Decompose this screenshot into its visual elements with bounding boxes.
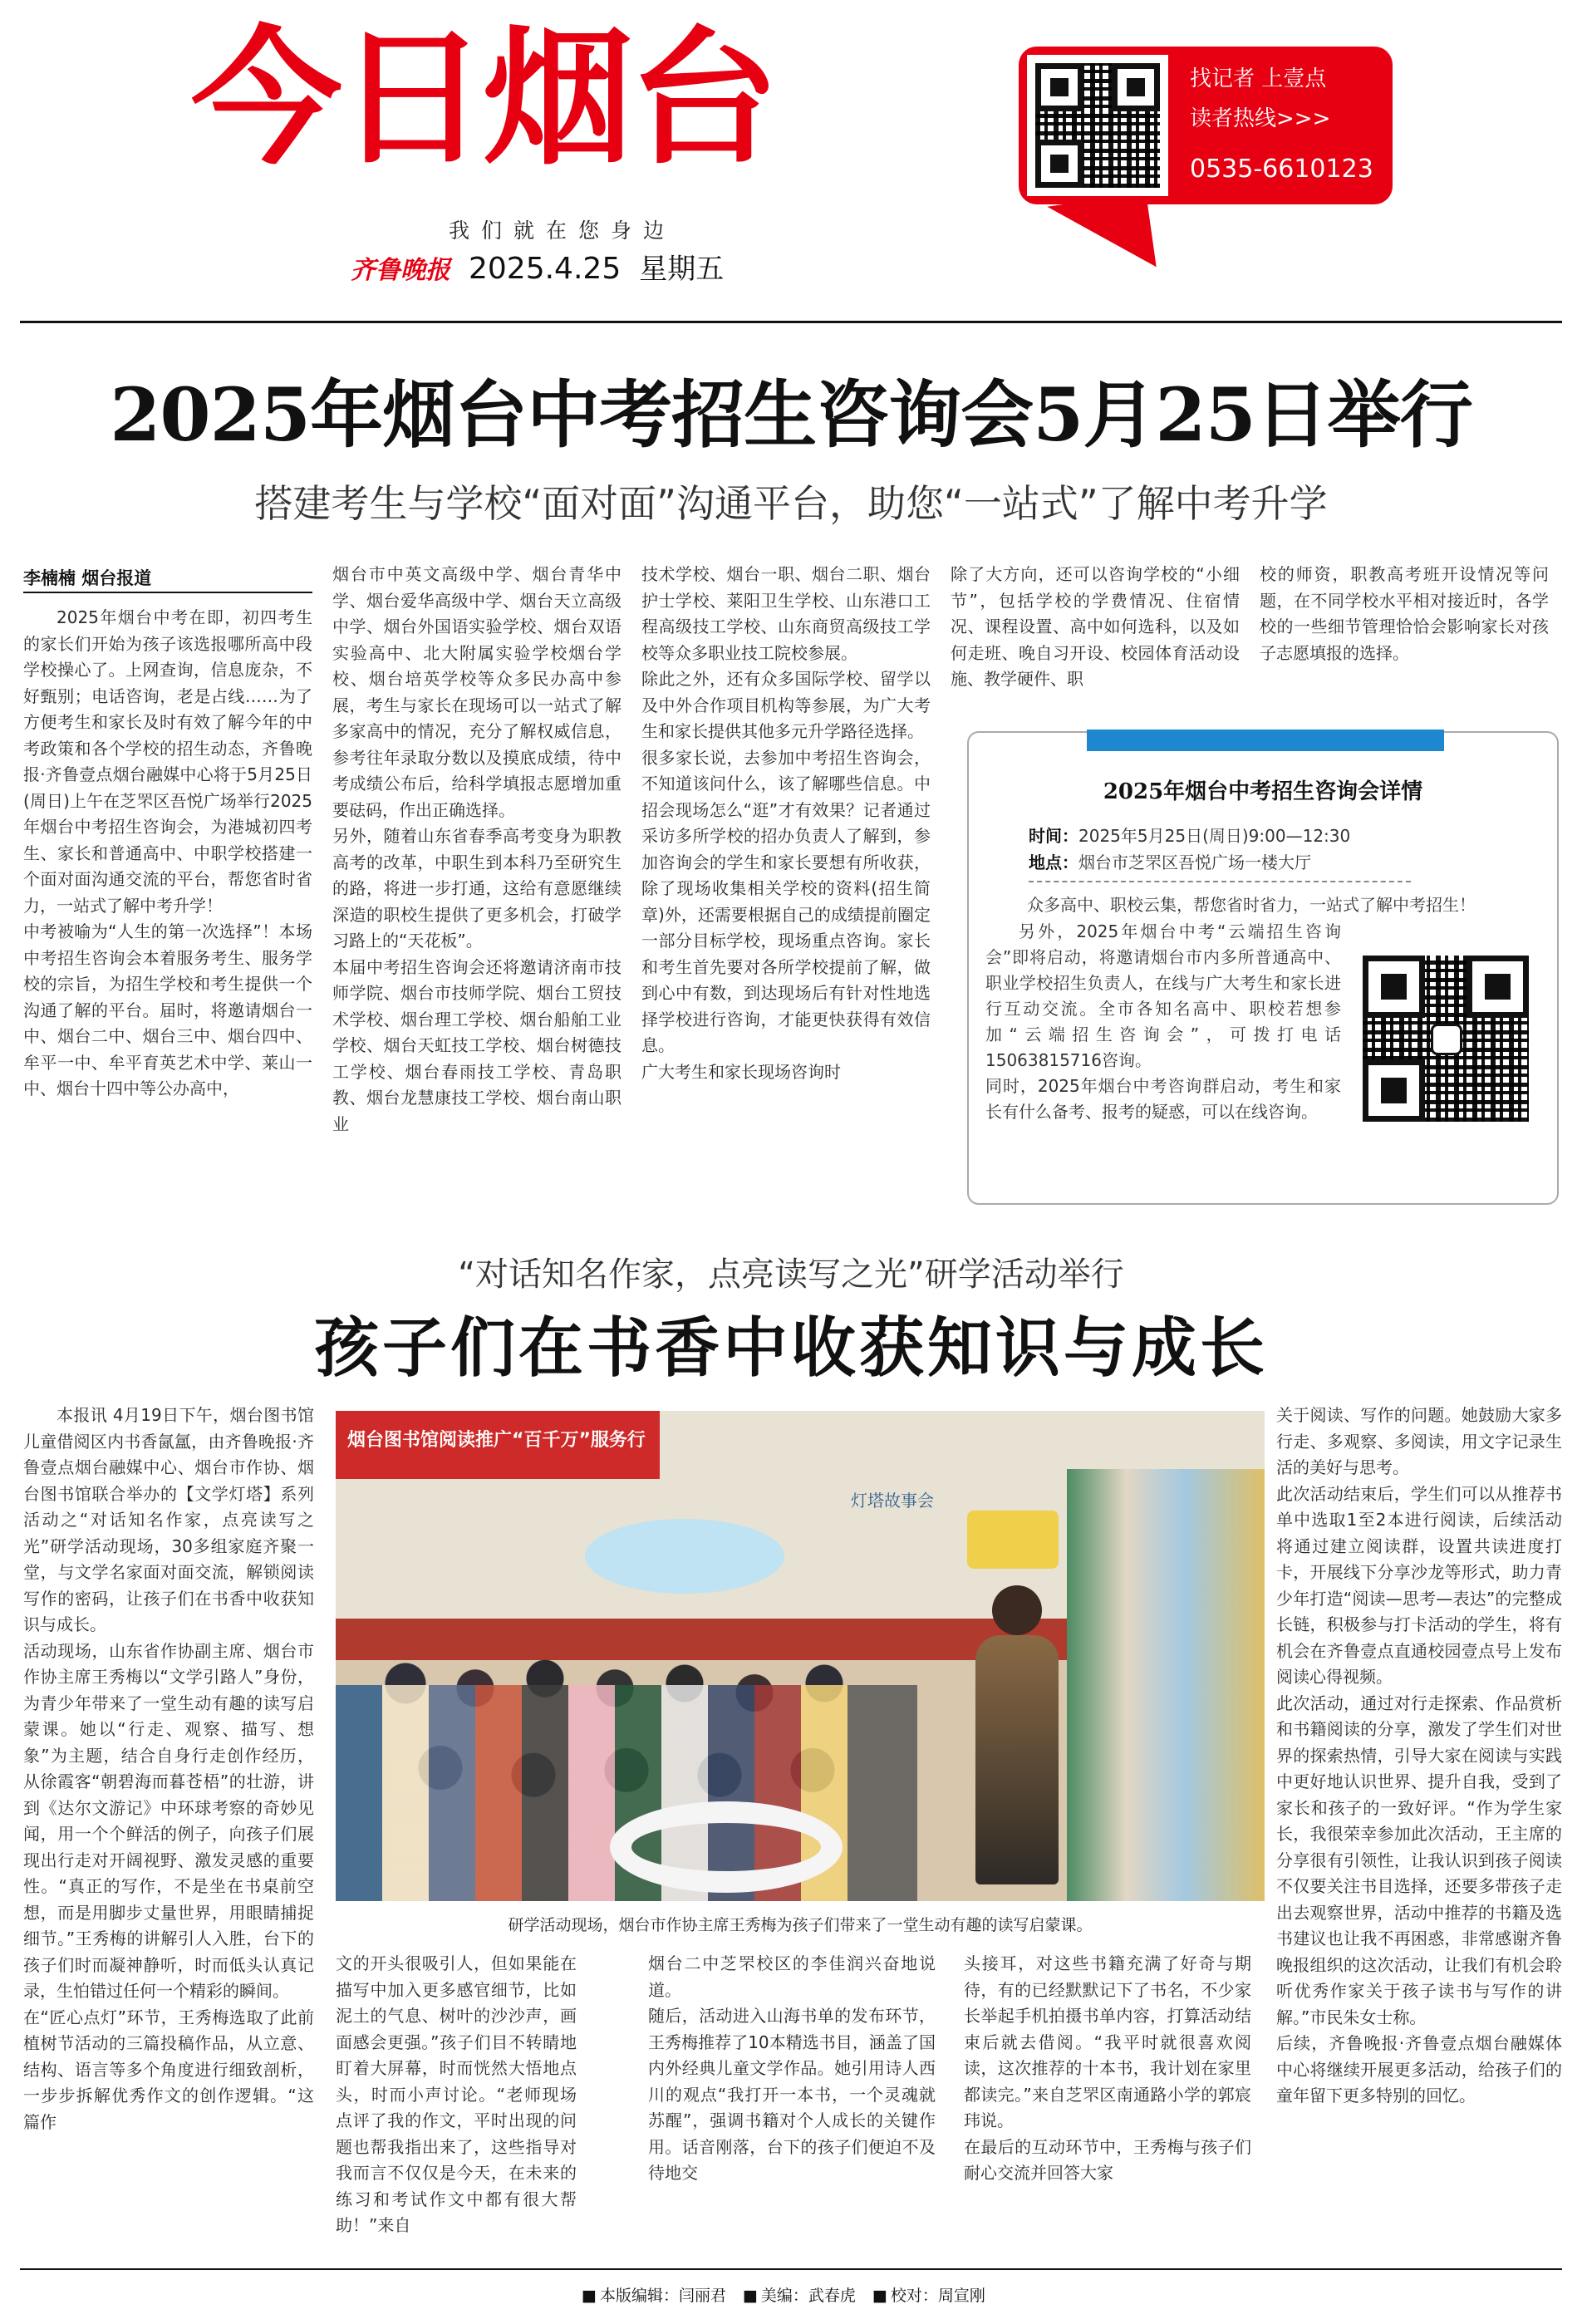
article2-col2-text: 文的开头很吸引人，但如果能在描写中加入更多感官细节，比如泥土的气息、树叶的沙沙声，画面感会更强。”孩子们目不转睛地盯着大屏幕，时而恍然大悟地点头，时而小声讨论。“老师现场点评了我的作文，平时出现的问题也帮我指出来了，这些指导对我而言不仅仅是今天，在未来的练习和考试作文中都有很大帮助！”来自 [336, 1953, 577, 2235]
article1-col3-text: 技术学校、烟台一职、烟台二职、烟台护士学校、莱阳卫生学校、山东港口工程高级技工学校、山东商贸高级技工学校等众多职业技工院校参展。 除此之外，还有众多国际学校、留学以及中外合作项目机构等参展，为广大考生和家长提供其他多元升学路径选择。 很多家长说，去参加中考招生咨询会，不知道该问什么，该了解哪些信息。中招会现场怎么“逛”才有效果？记者通过采访多所学校的招办负责人了解到，参加咨询会的学生和家长要想有所收获，除了现场收集相关学校的资料(招生简章)外，还需要根据自己的成绩提前圈定一部分目标学校，现场重点咨询。家长和考生首先要对各所学校提前了解，做到心中有数，到达现场后有针对性地选择学校进行咨询，才能更快获得有效信息。 广大考生和家长现场咨询时 [641, 564, 931, 1082]
article2-column-2 [336, 1951, 577, 2258]
masthead-title: 今日烟台 [191, 12, 774, 184]
info-place-label: 地点： [1029, 852, 1078, 872]
photo-round-table [610, 1801, 843, 1893]
photo-mural-decor [967, 1511, 1059, 1569]
article1-column-1 [23, 605, 312, 1220]
hotline-tag: 找记者 上壹点 [1190, 66, 1327, 91]
article2-headline: 孩子们在书香中收获知识与成长 [313, 1310, 1268, 1386]
footer-proofreader: ■ 校对：周宣刚 [872, 2283, 985, 2306]
photo-speaker [975, 1635, 1059, 1884]
article1-column-2 [332, 562, 622, 1220]
photo-sign-text: 灯塔故事会 [851, 1491, 934, 1511]
article1-column-3 [641, 562, 931, 1220]
photo-cloud-mural [585, 1519, 784, 1594]
info-place [1029, 849, 1311, 873]
issue-date: 2025.4.25 [469, 252, 622, 286]
article2-col4-text: 头接耳，对这些书籍充满了好奇与期待，有的已经默默记下了书名，不少家长举起手机拍摄书单内容，打算活动结束后就去借阅。“我平时就很喜欢阅读，这次推荐的十本书，我计划在家里都读完。”来自芝罘区南通路小学的郭宸玮说。 在最后的互动环节中，王秀梅与孩子们耐心交流并回答大家 [964, 1953, 1251, 2183]
info-place-value: 烟台市芝罘区吾悦广场一楼大厅 [1078, 852, 1311, 872]
photo-caption: 研学活动现场，烟台市作协主席王秀梅为孩子们带来了一堂生动有趣的读写启蒙课。 [508, 1916, 1093, 1934]
info-time [1029, 823, 1350, 847]
article2-column-3 [648, 1951, 936, 2258]
hotline-label: 读者热线>>> [1190, 106, 1331, 131]
photo-speaker-head [992, 1585, 1042, 1635]
masthead-slogan: 我们就在您身边 [449, 219, 676, 243]
article1-col5-text: 校的师资，职教高考班开设情况等问题，在不同学校水平相对接近时，各学校的一些细节管理恰恰会影响家长对孩子志愿填报的选择。 [1260, 564, 1549, 663]
info-box-body: 另外，2025年烟台中考“云端招生咨询会”即将启动，将邀请烟台市内多所普通高中、职业学校招生负责人，在线与广大考生和家长进行互动交流。全市各知名高中、职校若想参加“云端招生咨询会”，可拨打电话15063815716咨询。 同时，2025年烟台中考咨询群启动，考生和家长有什么备考、报考的疑惑，可以在线咨询。 [985, 921, 1341, 1122]
qr-code-icon[interactable] [1027, 55, 1168, 196]
footer-divider [20, 2268, 1562, 2270]
photo-bookshelf [1067, 1469, 1265, 1901]
article2-col1-text: 本报讯 4月19日下午，烟台图书馆儿童借阅区内书香氤氲，由齐鲁晚报·齐鲁壹点烟台融媒中心、烟台市作协、烟台图书馆联合举办的【文学灯塔】系列活动之“对话知名作家，点亮读写之光”研学活动现场，30多组家庭齐聚一堂，与文学名家面对面交流，解锁阅读写作的密码，让孩子们在书香中收获知识与成长。 活动现场，山东省作协副主席、烟台市作协主席王秀梅以“文学引路人”身份，为青少年带来了一堂生动有趣的读写启蒙课。她以“行走、观察、描写、想象”为主题，结合自身行走创作经历，从徐霞客“朝碧海而暮苍梧”的壮游，讲到《达尔文游记》中环球考察的奇妙见闻，用一个个鲜活的例子，向孩子们展现出行走对开阔视野、激发灵感的重要性。“真正的写作，不是坐在书桌前空想，而是用脚步丈量世界，用眼睛捕捉细节。”王秀梅的讲解引人入胜，台下的孩子们时而凝神静听，时而低头认真记录，生怕错过任何一个精彩的瞬间。 在“匠心点灯”环节，王秀梅选取了此前植树节活动的三篇投稿作品，从立意、结构、语言等多个角度进行细致剖析，一步步拆解优秀作文的创作逻辑。“这篇作 [23, 1405, 314, 2132]
consult-qr-code-icon[interactable] [1354, 947, 1537, 1130]
article2-col5-text: 关于阅读、写作的问题。她鼓励大家多行走、多观察、多阅读，用文字记录生活的美好与思考。 此次活动结束后，学生们可以从推荐书单中选取1至2本进行阅读，后续活动将通过建立阅读群，设置共读进度打卡，开展线下分享沙龙等形式，助力青少年打造“阅读—思考—表达”的完整成长链，积极参与打卡活动的学生，将有机会在齐鲁壹点直通校园壹点号上发布阅读心得视频。 此次活动，通过对行走探索、作品赏析和书籍阅读的分享，激发了学生们对世界的探索热情，引导大家在阅读与实践中更好地认识世界、提升自我，受到了家长和孩子的一致好评。“作为学生家长，我很荣幸参加此次活动，王主席的分享很有引领性，让我认识到孩子阅读不仅要关注书目选择，还要多带孩子走出去观察世界，活动中推荐的书籍及选书建议也让我不再困惑，非常感谢齐鲁晚报组织的这次活动，让我们有机会聆听优秀作家关于孩子读书与写作的讲解。”市民朱女士称。 后续，齐鲁晚报·齐鲁壹点烟台融媒体中心将继续开展更多活动，给孩子们的童年留下更多特别的回忆。 [1276, 1405, 1562, 2105]
footer-credits [582, 2283, 985, 2306]
article1-column-5 [1260, 562, 1549, 711]
article2-kicker: “对话知名作家，点亮读写之光”研学活动举行 [458, 1255, 1124, 1294]
article1-col4-text: 除了大方向，还可以咨询学校的“小细节”，包括学校的学费情况、住宿情况、课程设置、高中如何选科，以及如何走班、晚自习开设、校园体育活动设施、教学硬件、职 [951, 564, 1240, 689]
article1-col1-text: 2025年烟台中考在即，初四考生的家长们开始为孩子该选报哪所高中段学校操心了。上网查询，信息庞杂，不好甄别；电话咨询，老是占线……为了方便考生和家长及时有效了解今年的中考政策和各个学校的招生动态，齐鲁晚报·齐鲁壹点烟台融媒中心将于5月25日(周日)上午在芝罘区吾悦广场举行2025年烟台中考招生咨询会，为港城初四考生、家长和普通高中、中职学校搭建一个面对面沟通交流的平台，帮您省时省力，一站式了解中考升学！ 中考被喻为“人生的第一次选择”！本场中考招生咨询会本着服务考生、服务学校的宗旨，为招生学校和考生提供一个沟通了解的平台。届时，将邀请烟台一中、烟台二中、烟台三中、烟台四中、牟平一中、牟平育英艺术中学、莱山一中、烟台十四中等公办高中， [23, 607, 312, 1098]
info-box-lead: 众多高中、职校云集，帮您省时省力，一站式了解中考招生！ [1027, 895, 1476, 915]
article2-col3-text: 烟台二中芝罘校区的李佳润兴奋地说道。 随后，活动进入山海书单的发布环节，王秀梅推荐了10本精选书目，涵盖了国内外经典儿童文学作品。她引用诗人西川的观点“我打开一本书，一个灵魂就苏醒”，强调书籍对个人成长的关键作用。话音刚落，台下的孩子们便迫不及待地交 [648, 1953, 936, 2183]
info-box-accent-bar [1087, 730, 1444, 751]
event-photo[interactable] [336, 1411, 1265, 1901]
article1-subheadline: 搭建考生与学校“面对面”沟通平台，助您“一站式”了解中考升学 [254, 481, 1328, 526]
hotline-number[interactable]: 0535-6610123 [1190, 155, 1373, 184]
article2-column-1 [23, 1403, 314, 2258]
info-time-label: 时间： [1029, 826, 1078, 846]
issue-date-bar [351, 246, 724, 287]
article2-column-5 [1276, 1403, 1562, 2258]
footer-editor: ■ 本版编辑：闫丽君 [582, 2283, 726, 2306]
footer-designer: ■ 美编：武春虎 [743, 2283, 856, 2306]
article1-byline: 李楠楠 烟台报道 [23, 568, 152, 588]
info-time-value: 2025年5月25日(周日)9:00—12:30 [1078, 826, 1351, 846]
article1-col2-text: 烟台市中英文高级中学、烟台青华中学、烟台爱华高级中学、烟台天立高级中学、烟台外国语实验学校、烟台双语实验高中、北大附属实验学校烟台学校、烟台培英学校等众多民办高中参展，考生与家长在现场可以一站式了解多家高中的情况，充分了解权威信息，参考往年录取分数以及摸底成绩，待中考成绩公布后，给科学填报志愿增加重要砝码，作出正确选择。 另外，随着山东省春季高考变身为职教高考的改革，中职生到本科乃至研究生的路，将进一步打通，这给有意愿继续深造的职校生提供了更多机会，打破学习路上的“天花板”。 本届中考招生咨询会还将邀请济南市技师学院、烟台市技师学院、烟台工贸技术学校、烟台理工学校、烟台船舶工业学校、烟台天虹技工学校、烟台树德技工学校、烟台春雨技工学校、青岛职教、烟台龙慧康技工学校、烟台南山职业 [332, 564, 622, 1134]
info-divider [1029, 881, 1411, 882]
brand-logo: 齐鲁晚报 [351, 256, 450, 285]
article1-column-4 [951, 562, 1240, 711]
photo-banner-text: 烟台图书馆阅读推广“百千万”服务行 [347, 1430, 646, 1451]
wechat-icon [1431, 1024, 1462, 1055]
reader-hotline-tail [1047, 193, 1156, 281]
issue-weekday: 星期五 [639, 253, 725, 286]
article1-headline: 2025年烟台中考招生咨询会5月25日举行 [110, 371, 1472, 458]
byline-underline [23, 592, 312, 593]
info-box-title: 2025年烟台中考招生咨询会详情 [1103, 779, 1423, 804]
masthead-divider [20, 321, 1562, 323]
article2-column-4 [964, 1951, 1251, 2258]
